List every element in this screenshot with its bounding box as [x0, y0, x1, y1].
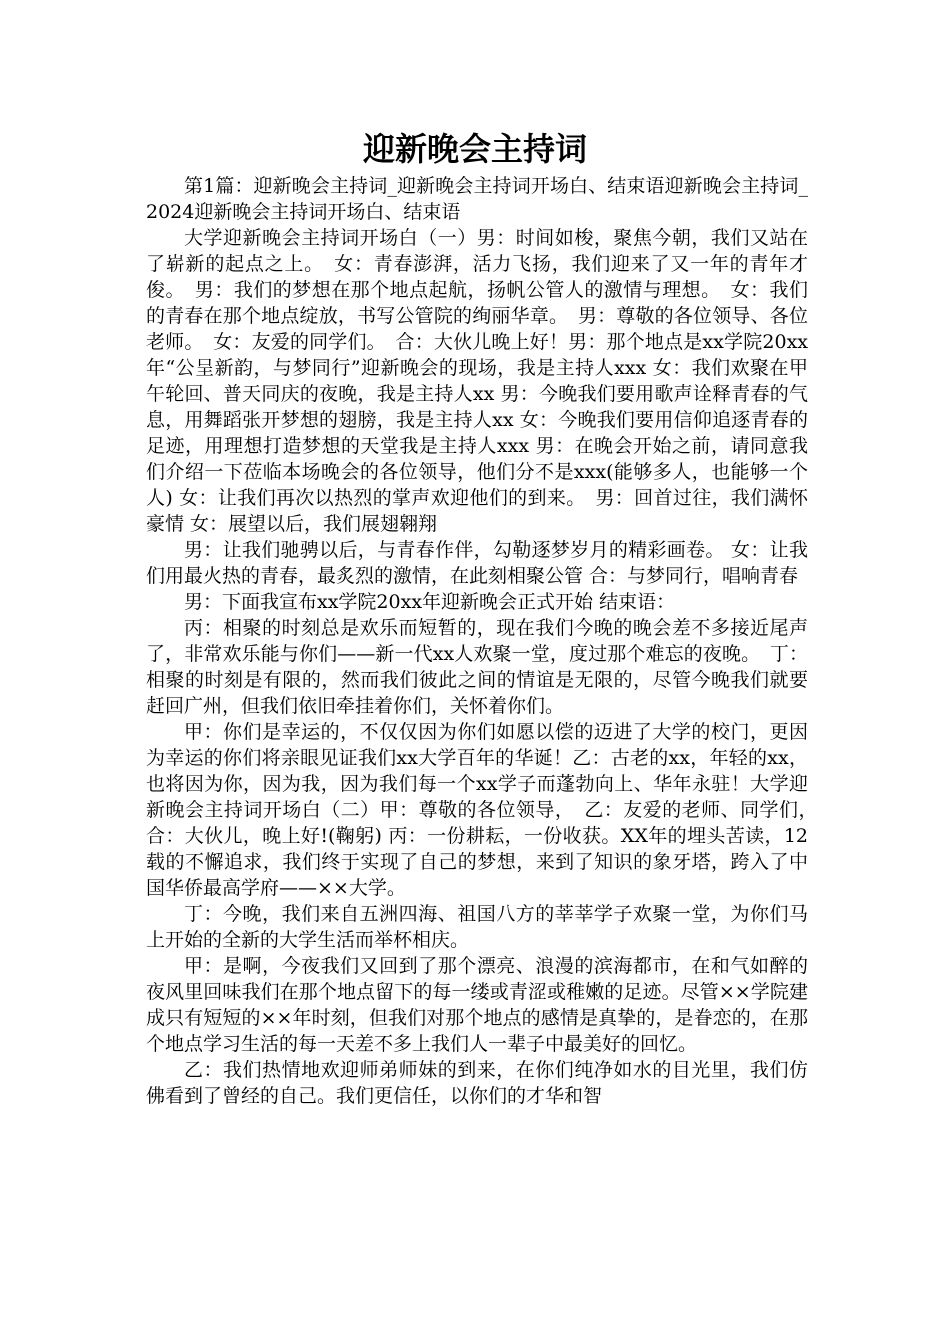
- document-body: [146, 173, 828, 1109]
- paragraph: 男：让我们驰骋以后，与青春作伴，勾勒逐梦岁月的精彩画卷。 女：让我们用最火热的青春，最炙烈的激情，在此刻相聚公管 合：与梦同行，唱响青春: [146, 539, 808, 587]
- paragraph: 甲：是啊，今夜我们又回到了那个漂亮、浪漫的滨海都市，在和气如醉的夜风里回味我们在那个地点留下的每一缕或青涩或稚嫩的足迹。尽管××学院建成只有短短的××年时刻，但我们对那个地点的感情是真挚的，是眷恋的，在那个地点学习生活的每一天差不多上我们人一辈子中最美好的回忆。: [146, 955, 808, 1055]
- paragraph: 甲：你们是幸运的，不仅仅因为你们如愿以偿的迈进了大学的校门，更因为幸运的你们将亲眼见证我们xx大学百年的华诞！乙：古老的xx，年轻的xx，也将因为你，因为我，因为我们每一个xx学子而蓬勃向上、华年永驻！大学迎新晚会主持词开场白（二）甲：尊敬的各位领导， 乙：友爱的老师、同学们， 合：大伙儿，晚上好!(鞠躬) 丙：一份耕耘，一份收获。XX年的埋头苦读，12载的不懈追求，我们终于实现了自己的梦想，来到了知识的象牙塔，跨入了中国华侨最高学府——××大学。: [146, 721, 828, 899]
- paragraph: 第1篇：迎新晚会主持词_迎新晚会主持词开场白、结束语迎新晚会主持词_2024迎新晚会主持词开场白、结束语: [146, 175, 808, 223]
- paragraph: 男：下面我宣布xx学院20xx年迎新晚会正式开始 结束语：: [184, 591, 676, 613]
- paragraph: 丁：今晚，我们来自五洲四海、祖国八方的莘莘学子欢聚一堂，为你们马上开始的全新的大学生活而举杯相庆。: [146, 903, 808, 951]
- paragraph: 乙：我们热情地欢迎师弟师妹的到来，在你们纯净如水的目光里，我们仿佛看到了曾经的自己。我们更信任，以你们的才华和智: [146, 1059, 808, 1107]
- paragraph: 大学迎新晚会主持词开场白（一）男：时间如梭，聚焦今朝，我们又站在了崭新的起点之上。 女：青春澎湃，活力飞扬，我们迎来了又一年的青年才俊。 男：我们的梦想在那个地点起航，扬帆公管人的激情与理想。 女：我们的青春在那个地点绽放，书写公管院的绚丽华章。 男：尊敬的各位领导、各位老师。 女：友爱的同学们。 合：大伙儿晚上好！男：那个地点是xx学院20xx年“公呈新韵，与梦同行”迎新晚会的现场，我是主持人xxx 女：我们欢聚在甲午轮回、普天同庆的夜晚，我是主持人xx 男：今晚我们要用歌声诠释青春的气息，用舞蹈张开梦想的翅膀，我是主持人xx 女：今晚我们要用信仰追逐青春的足迹，用理想打造梦想的天堂我是主持人xxx 男：在晚会开始之前，请同意我们介绍一下莅临本场晚会的各位领导，他们分不是xxx(能够多人，也能够一个人) 女：让我们再次以热烈的掌声欢迎他们的到来。 男：回首过往，我们满怀豪情 女：展望以后，我们展翅翱翔: [146, 227, 808, 535]
- paragraph: 丙：相聚的时刻总是欢乐而短暂的，现在我们今晚的晚会差不多接近尾声了，非常欢乐能与你们——新一代xx人欢聚一堂，度过那个难忘的夜晚。 丁：相聚的时刻是有限的，然而我们彼此之间的情谊是无限的，尽管今晚我们就要赶回广州，但我们依旧牵挂着你们，关怀着你们。: [146, 617, 808, 717]
- document-title: 迎新晚会主持词: [362, 130, 587, 168]
